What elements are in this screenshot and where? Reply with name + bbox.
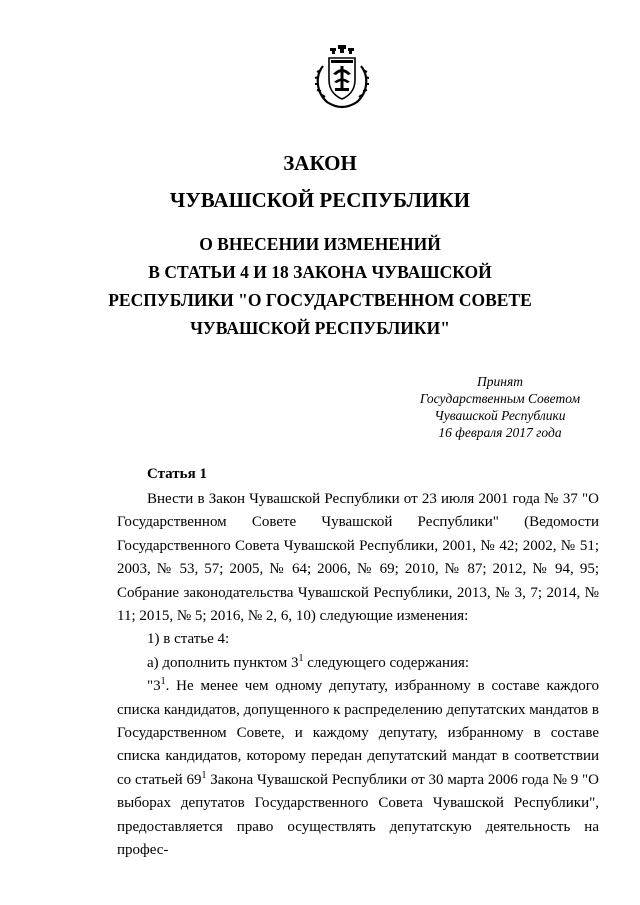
article-item-1: 1) в статье 4: (147, 631, 230, 648)
article-intro: Внести в Закон Чувашской Республики от 23 июля 2001 года № 37 "О Государственном Совете Чувашской Республики" (Ведомости Государственного Совета Чувашской Республики, 2001, № 42; 2002, № 51; 2003, № 53, 57; 2005, № 64; 2006, № 69; 2010, № 87; 2012, № 94, 95; Собрание законодательства Чувашской Республики, 2013, № 3, 7; 2014, № 11; 2015, № 5; 2016, № 2, 6, 10) следующие изменения: (117, 491, 599, 625)
adopted-line1: Принят (477, 374, 523, 389)
law-subtitle-line2: В СТАТЬИ 4 И 18 ЗАКОНА ЧУВАШСКОЙ (148, 262, 492, 282)
law-title-line2: ЧУВАШСКОЙ РЕСПУБЛИКИ (169, 188, 471, 212)
quote-part1: . Не менее чем одному депутату, избранному в составе каждого списка кандидатов, допущенного к распределению депутатских мандатов в Государственном Совете, и каждому депутату, избранному в составе списка кандидатов, которому передан депутатский мандат в соответствии со статьей 69 (117, 678, 599, 788)
law-subtitle-line3: РЕСПУБЛИКИ "О ГОСУДАРСТВЕННОМ СОВЕТЕ (108, 290, 532, 310)
adopted-line2: Государственным Советом (419, 391, 581, 406)
quote-superscript: 1 (160, 676, 166, 688)
quote-part2: Закона Чувашской Республики от 30 марта 2006 года № 9 "О выборах депутатов Государственного Совета Чувашской Республики", предоставляется право осуществлять депутатскую деятельность на профес- (117, 771, 599, 859)
article-item-a (117, 652, 599, 675)
adopted-line4: 16 февраля 2017 года (438, 425, 562, 440)
article-heading: Статья 1 (147, 466, 207, 482)
item-a-text: а) дополнить пунктом 3 (147, 654, 299, 671)
adopted-line3: Чувашской Республики (434, 408, 566, 423)
quote-superscript-2: 1 (201, 769, 207, 781)
law-subtitle-line4: ЧУВАШСКОЙ РЕСПУБЛИКИ" (190, 318, 450, 338)
law-title-line1: ЗАКОН (283, 151, 357, 175)
law-subtitle-line1: О ВНЕСЕНИИ ИЗМЕНЕНИЙ (199, 234, 441, 254)
coat-of-arms-icon (313, 44, 371, 110)
article-body (117, 488, 599, 863)
article-quote (117, 675, 599, 862)
item-a-text-end: следующего содержания: (303, 654, 470, 671)
item-a-superscript: 1 (298, 652, 304, 664)
quote-start: "3 (147, 678, 161, 695)
